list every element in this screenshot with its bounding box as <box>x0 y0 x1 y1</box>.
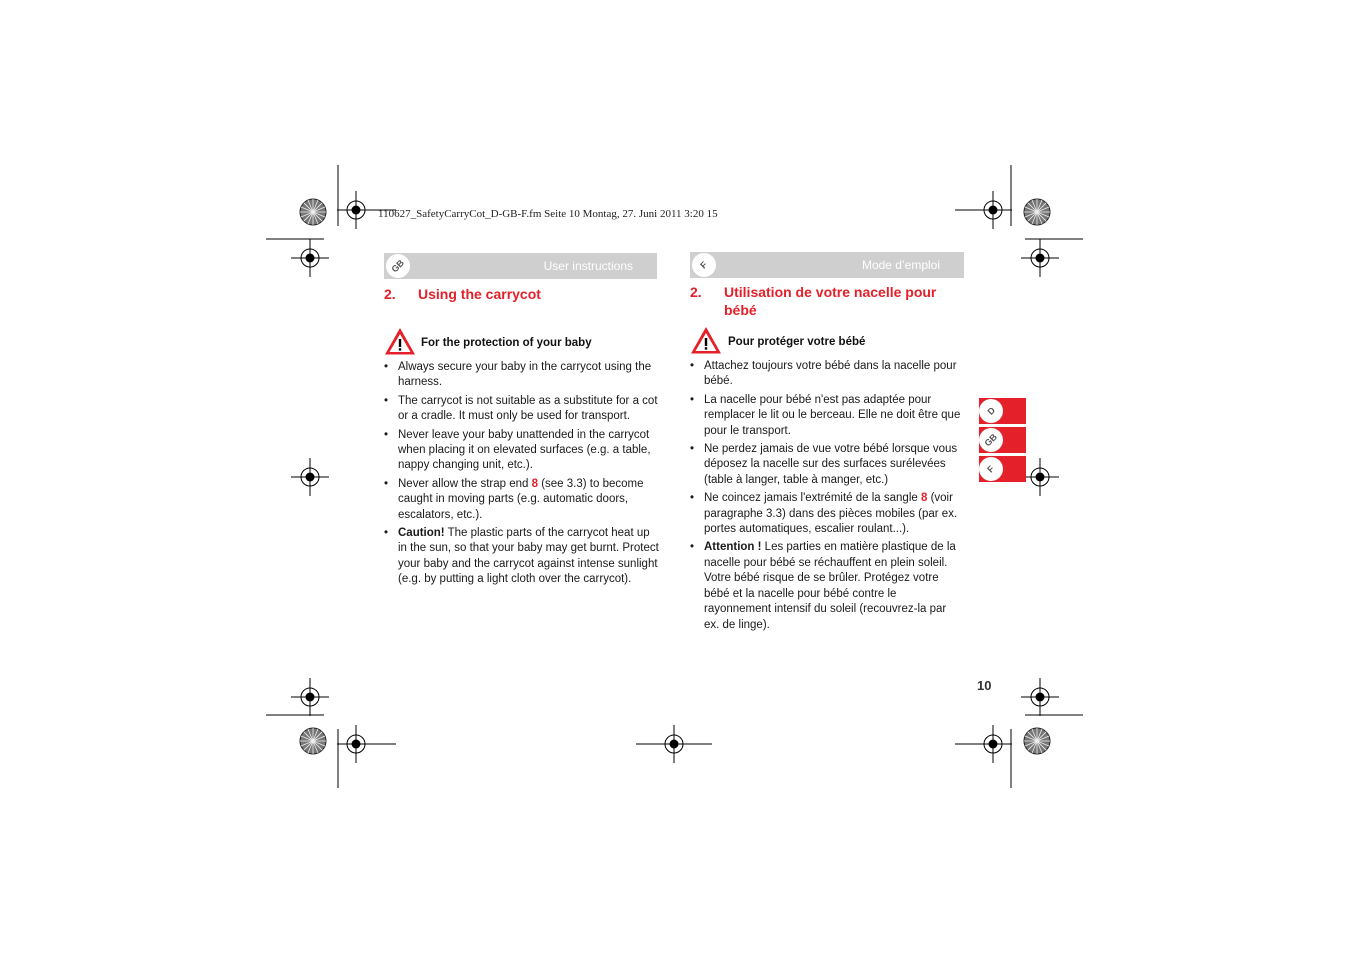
side-tab-d <box>979 398 1026 424</box>
star-target-icon <box>1024 199 1050 225</box>
section-heading-line2: bébé <box>724 302 757 318</box>
registration-mark-icon <box>1021 239 1059 277</box>
registration-mark-icon <box>291 239 329 277</box>
list-item: • Ne perdez jamais de vue votre bébé lorsque vous déposez la nacelle sur des surfaces surélevées (table à langer, table à manger, etc.) <box>690 442 962 488</box>
registration-mark-icon <box>291 458 329 496</box>
lang-bar-gb <box>384 253 657 279</box>
warning-icon <box>690 326 722 355</box>
list-item: • Never leave your baby unattended in the carrycot when placing it on elevated surfaces (e.g. a table, nappy changing unit, etc.). <box>384 428 659 474</box>
page-number: 10 <box>977 678 992 693</box>
bar-label: User instructions <box>543 259 633 273</box>
star-target-icon <box>1024 728 1050 754</box>
warning-title: Pour protéger votre bébé <box>728 336 866 348</box>
list-item: • Attachez toujours votre bébé dans la nacelle pour bébé. <box>690 359 962 390</box>
lang-badge: GB <box>979 428 1003 452</box>
lang-badge-gb: GB <box>386 254 410 278</box>
registration-mark-icon <box>1021 678 1059 716</box>
list-item: • The carrycot is not suitable as a substitute for a cot or a cradle. It must only be used for transport. <box>384 394 659 425</box>
part-reference: 8 <box>531 477 539 490</box>
section-title <box>690 283 964 321</box>
bullet-list <box>690 359 962 636</box>
section-number: 2. <box>384 286 396 302</box>
star-target-icon <box>300 728 326 754</box>
part-reference: 8 <box>920 492 928 505</box>
lang-badge: F <box>979 457 1003 481</box>
section-title <box>384 285 657 305</box>
lang-bar-f <box>690 252 964 278</box>
registration-mark-icon <box>291 678 329 716</box>
section-heading: Using the carrycot <box>418 286 541 302</box>
list-item: • Never allow the strap end 8 (see 3.3) to become caught in moving parts (e.g. automatic doors, escalators, etc.). <box>384 477 659 523</box>
lang-badge-f: F <box>692 253 716 277</box>
section-number: 2. <box>690 284 702 300</box>
star-target-icon <box>300 199 326 225</box>
list-item: • La nacelle pour bébé n'est pas adaptée pour remplacer le lit ou le berceau. Elle ne doit être que pour le transport. <box>690 393 962 439</box>
registration-mark-icon <box>1021 458 1059 496</box>
bullet-list <box>384 360 659 591</box>
warning-title: For the protection of your baby <box>421 337 592 349</box>
side-tab-f <box>979 456 1026 482</box>
side-tab-gb <box>979 427 1026 453</box>
list-item: • Caution! The plastic parts of the carrycot heat up in the sun, so that your baby may get burnt. Protect your baby and the carrycot against intense sunlight (e.g. by putting a light cloth over the carrycot). <box>384 526 659 588</box>
list-item: • Ne coincez jamais l'extrémité de la sangle 8 (voir paragraphe 3.3) dans des pièces mobiles (par ex. portes automatiques, escalier roulant...). <box>690 491 962 537</box>
warning-icon <box>384 327 416 356</box>
list-item: • Always secure your baby in the carrycot using the harness. <box>384 360 659 391</box>
file-header: 110627_SafetyCarryCot_D-GB-F.fm Seite 10 Montag, 27. Juni 2011 3:20 15 <box>378 208 718 220</box>
section-heading: Utilisation de votre nacelle pour <box>724 284 937 300</box>
list-item: • Attention ! Les parties en matière plastique de la nacelle pour bébé se réchauffent en plein soleil. Votre bébé risque de se brûler. Protégez votre bébé et la nacelle pour bébé contre le rayonnement intensif du soleil (recouvrez-la par ex. de linge). <box>690 540 962 632</box>
lang-badge: D <box>979 399 1003 423</box>
bar-label: Mode d’emploi <box>861 258 940 272</box>
